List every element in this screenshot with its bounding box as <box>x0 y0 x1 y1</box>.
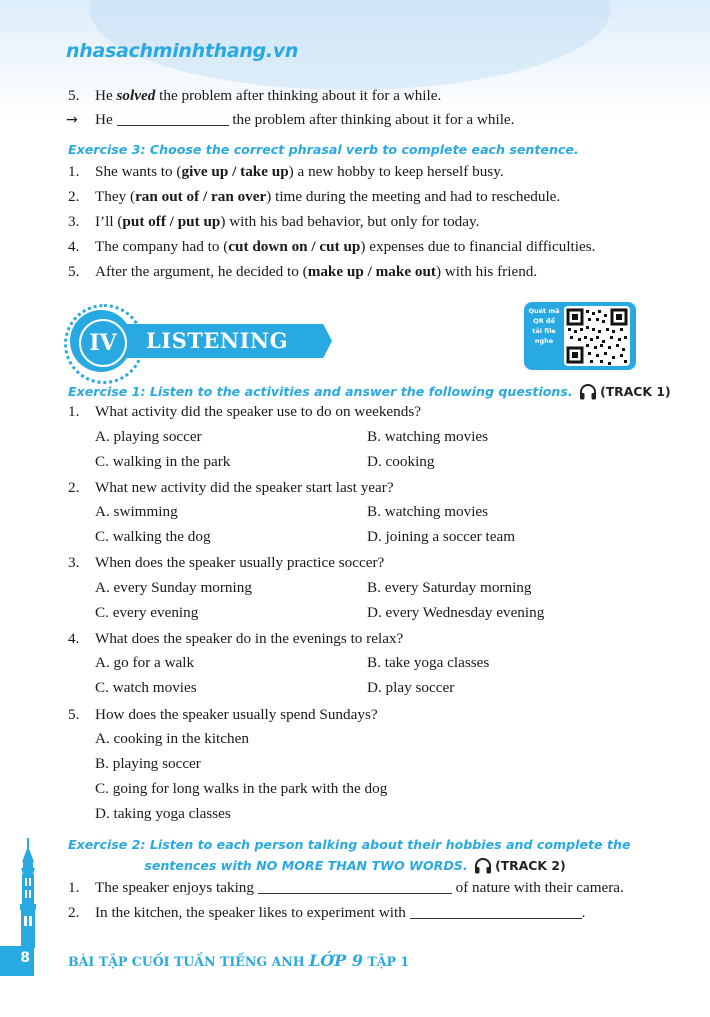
option-b[interactable]: B. take yoga classes <box>367 654 490 671</box>
answer-blank[interactable] <box>258 879 452 894</box>
option-d[interactable]: D. taking yoga classes <box>95 805 231 822</box>
choice-options: make up / make out <box>307 263 436 280</box>
grade-label: LỚP 9 <box>309 951 363 970</box>
choice-options: ran out of / ran over <box>135 188 267 205</box>
footer-book-title: BÀI TẬP CUỐI TUẦN TIẾNG ANH LỚP 9 TẬP 1 <box>68 951 410 970</box>
choice-options: cut down on / cut up <box>228 238 361 255</box>
qr-code-graphic <box>564 306 630 366</box>
qr-caption: Quét mã QR để tải file nghe <box>528 307 560 345</box>
option-c[interactable]: C. walking the dog <box>95 528 211 545</box>
tower-icon <box>8 838 48 948</box>
section-badge <box>70 310 132 372</box>
exercise-2-title: Exercise 2: Listen to each person talking about their hobbies and complete the <box>68 837 631 852</box>
option-a[interactable]: A. every Sunday morning <box>95 579 252 596</box>
answer-blank[interactable] <box>117 111 229 126</box>
option-d[interactable]: D. every Wednesday evening <box>367 604 545 621</box>
exercise-1-title: Exercise 1: Listen to the activities and answer the following questions. (TRACK 1) <box>68 383 671 403</box>
option-c[interactable]: C. watch movies <box>95 679 197 696</box>
section-header <box>64 308 294 374</box>
site-name: nhasachminhthang.vn <box>66 40 299 62</box>
answer-blank[interactable] <box>410 904 582 919</box>
option-d[interactable]: D. joining a soccer team <box>367 528 516 545</box>
option-a[interactable]: A. go for a walk <box>95 654 195 671</box>
emphasized-verb: solved <box>116 87 156 104</box>
option-a[interactable]: A. playing soccer <box>95 428 202 445</box>
section-numeral: IV <box>79 319 127 367</box>
headphones-icon <box>474 857 492 877</box>
option-d[interactable]: D. play soccer <box>367 679 455 696</box>
exercise-2-title-line2: sentences with NO MORE THAN TWO WORDS. (TRACK 2) <box>0 857 710 877</box>
headphones-icon <box>579 383 597 403</box>
track-label: (TRACK 2) <box>495 858 566 873</box>
option-c[interactable]: C. going for long walks in the park with the dog <box>95 780 388 797</box>
option-b[interactable]: B. playing soccer <box>95 755 201 772</box>
option-b[interactable]: B. watching movies <box>367 503 489 520</box>
option-b[interactable]: B. watching movies <box>367 428 489 445</box>
exercise-3-title: Exercise 3: Choose the correct phrasal verb to complete each sentence. <box>68 142 579 157</box>
section-title: LISTENING <box>146 328 289 353</box>
option-c[interactable]: C. every evening <box>95 604 199 621</box>
qr-card[interactable] <box>524 302 636 370</box>
option-b[interactable]: B. every Saturday morning <box>367 579 532 596</box>
page-number: 8 <box>20 950 30 966</box>
track-label: (TRACK 1) <box>600 384 671 399</box>
item-text: He solved the problem after thinking about it for a while. <box>95 87 442 104</box>
choice-options: give up / take up <box>181 163 289 180</box>
item-number: 5. <box>68 87 80 104</box>
qr-code-icon <box>564 306 630 366</box>
option-c[interactable]: C. walking in the park <box>95 453 231 470</box>
arrow-icon: → <box>66 112 78 128</box>
option-a[interactable]: A. cooking in the kitchen <box>95 730 249 747</box>
option-a[interactable]: A. swimming <box>95 503 178 520</box>
choice-options: put off / put up <box>122 213 221 230</box>
option-d[interactable]: D. cooking <box>367 453 435 470</box>
